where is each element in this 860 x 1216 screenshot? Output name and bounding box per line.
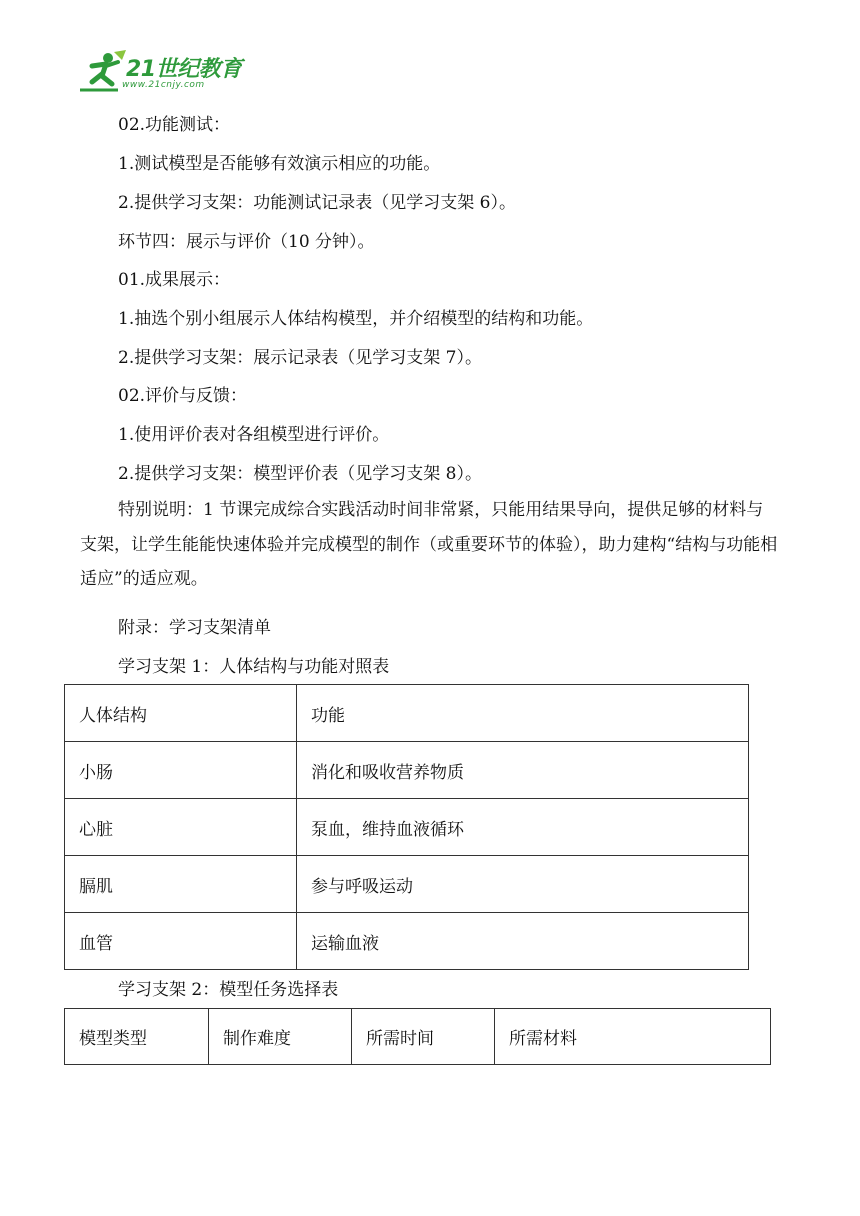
logo-text: 21世纪教育	[126, 57, 242, 82]
paragraph: 1.测试模型是否能够有效演示相应的功能。	[118, 154, 441, 174]
paragraph: 环节四：展示与评价（10 分钟）。	[118, 232, 375, 252]
table-header-cell: 模型类型	[65, 1009, 209, 1065]
table-cell: 心脏	[65, 799, 297, 856]
paragraph: 1.抽选个别小组展示人体结构模型，并介绍模型的结构和功能。	[118, 309, 594, 329]
structure-function-table	[64, 684, 749, 970]
special-note	[80, 493, 780, 597]
paragraph: 2.提供学习支架：模型评价表（见学习支架 8）。	[118, 464, 482, 484]
table-row	[65, 856, 749, 913]
logo	[78, 50, 258, 96]
table-row	[65, 799, 749, 856]
logo-url: www.21cnjy.com	[122, 80, 205, 90]
model-task-table	[64, 1008, 771, 1065]
table-header-row	[65, 1009, 771, 1065]
paragraph: 2.提供学习支架：功能测试记录表（见学习支架 6）。	[118, 193, 516, 213]
table-header-cell: 功能	[297, 685, 749, 742]
table-header-cell: 人体结构	[65, 685, 297, 742]
table2-caption: 学习支架 2：模型任务选择表	[118, 980, 339, 1000]
table-header-cell: 所需材料	[495, 1009, 771, 1065]
table-row	[65, 913, 749, 970]
table1-caption: 学习支架 1：人体结构与功能对照表	[118, 657, 390, 677]
table-cell: 膈肌	[65, 856, 297, 913]
table-row	[65, 742, 749, 799]
table-cell: 泵血，维持血液循环	[297, 799, 749, 856]
paragraph: 2.提供学习支架：展示记录表（见学习支架 7）。	[118, 348, 482, 368]
paragraph: 01.成果展示：	[118, 270, 231, 290]
table-header-cell: 所需时间	[352, 1009, 495, 1065]
appendix-title: 附录：学习支架清单	[118, 618, 271, 638]
paragraph: 02.评价与反馈：	[118, 386, 248, 406]
table-cell: 消化和吸收营养物质	[297, 742, 749, 799]
table-cell: 运输血液	[297, 913, 749, 970]
table-cell: 参与呼吸运动	[297, 856, 749, 913]
special-note-text: 特别说明：1 节课完成综合实践活动时间非常紧，只能用结果导向，提供足够的材料与支架，让学生能能快速体验并完成模型的制作（或重要环节的体验），助力建构“结构与功能相适应”的适应观。	[80, 500, 778, 589]
runner-logo-icon	[78, 50, 128, 96]
table-header-row	[65, 685, 749, 742]
table-cell: 小肠	[65, 742, 297, 799]
paragraph: 1.使用评价表对各组模型进行评价。	[118, 425, 390, 445]
table-cell: 血管	[65, 913, 297, 970]
paragraph: 02.功能测试：	[118, 115, 231, 135]
table-header-cell: 制作难度	[209, 1009, 352, 1065]
